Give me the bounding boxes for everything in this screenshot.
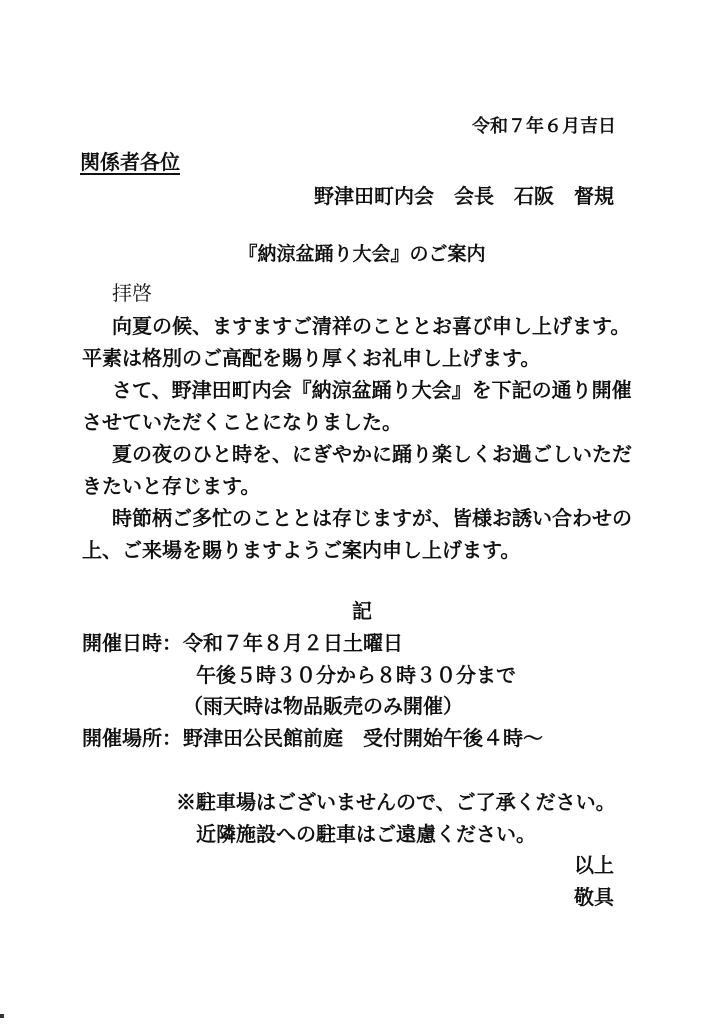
event-place-label: 開催場所： bbox=[82, 726, 182, 750]
ki-heading bbox=[0, 599, 724, 623]
scan-mark bbox=[0, 1014, 4, 1018]
document-date: 令和７年６月吉日 bbox=[472, 116, 616, 137]
body-paragraph-3-line-1: 夏の夜のひと時を、にぎやかに踊り楽しくお過ごしいただ bbox=[112, 442, 632, 466]
greeting: 拝啓 bbox=[112, 281, 152, 305]
rain-note: （雨天時は物品販売のみ開催） bbox=[183, 694, 463, 718]
closing-keigu: 敬具 bbox=[574, 885, 614, 909]
sender-line: 野津田町内会 会長 石阪 督規 bbox=[314, 184, 614, 208]
body-paragraph-4-line-1: 時節柄ご多忙のこととは存じますが、皆様お誘い合わせの bbox=[112, 506, 632, 530]
event-date-label: 開催日時： bbox=[82, 631, 182, 655]
document-title: 『納涼盆踊り大会』のご案内 bbox=[238, 243, 486, 265]
body-paragraph-2-line-2: させていただくことになりました。 bbox=[82, 410, 402, 434]
event-time: 午後５時３０分から８時３０分まで bbox=[196, 663, 516, 687]
recipients-line: 関係者各位 bbox=[80, 150, 180, 174]
body-paragraph-3-line-2: きたいと存じます。 bbox=[82, 474, 261, 498]
body-paragraph-4-line-2: 上、ご来場を賜りますようご案内申し上げます。 bbox=[82, 538, 521, 562]
ki-heading-text: 記 bbox=[352, 599, 372, 623]
parking-note: ※駐車場はございませんので、ご了承ください。 bbox=[176, 790, 616, 814]
body-paragraph-1-line-1: 向夏の候、ますますご清祥のこととお喜び申し上げます。 bbox=[112, 314, 631, 338]
closing-ijo: 以上 bbox=[574, 853, 614, 877]
event-date-value: 令和７年８月２日土曜日 bbox=[183, 631, 403, 655]
event-place-value: 野津田公民館前庭 受付開始午後４時～ bbox=[183, 726, 543, 750]
nearby-parking-note: 近隣施設への駐車はご遠慮ください。 bbox=[196, 822, 536, 846]
body-paragraph-1-line-2: 平素は格別のご高配を賜り厚くお礼申し上げます。 bbox=[82, 346, 541, 370]
body-paragraph-2-line-1: さて、野津田町内会『納涼盆踊り大会』を下記の通り開催 bbox=[112, 378, 632, 402]
